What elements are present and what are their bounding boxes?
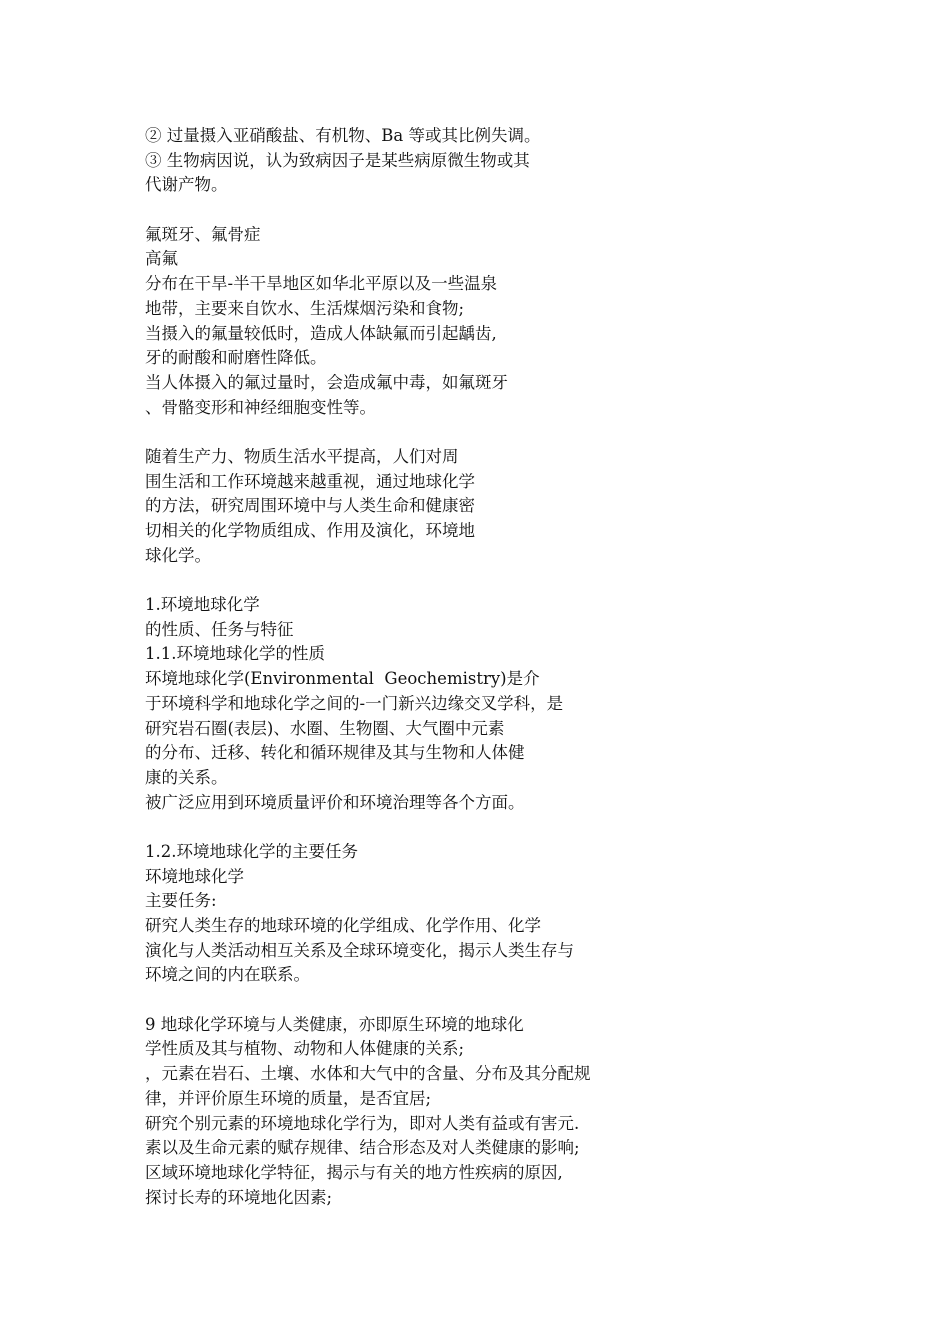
text-line: 主要任务: <box>145 891 217 911</box>
paragraph <box>145 124 845 198</box>
text-line: 切相关的化学物质组成、作用及演化，环境地 <box>145 521 475 540</box>
text-line: 1.环境地球化学 <box>145 595 260 615</box>
text-line: 高氟 <box>145 249 178 269</box>
paragraph-gap <box>145 815 845 840</box>
text-line: 素以及生命元素的赋存规律、结合形态及对人类健康的影响; <box>145 1138 580 1158</box>
text-line: 代谢产物。 <box>145 175 228 195</box>
text-line: 研究个别元素的环境地球化学行为，即对人类有益或有害元. <box>145 1113 580 1133</box>
paragraph <box>145 840 845 988</box>
paragraph <box>145 593 845 815</box>
text-line: 随着生产力、物质生活水平提高，人们对周 <box>145 446 459 466</box>
text-line: 当人体摄入的氟过量时，会造成氟中毒，如氟斑牙 <box>145 372 508 392</box>
paragraph <box>145 1013 845 1211</box>
text-line: 探讨长寿的环境地化因素; <box>145 1187 333 1207</box>
text-line: 9 地球化学环境与人类健康，亦即原生环境的地球化 <box>145 1014 524 1034</box>
text-line: 当摄入的氟量较低时，造成人体缺氟而引起龋齿, <box>145 323 497 343</box>
text-line: 分布在干旱-半干旱地区如华北平原以及一些温泉 <box>145 274 498 294</box>
text-line: 的分布、迁移、转化和循环规律及其与生物和人体健 <box>145 743 525 763</box>
text-line: ② 过量摄入亚硝酸盐、有机物、Ba 等或其比例失调。 <box>145 126 541 145</box>
text-line: ，元素在岩石、土壤、水体和大气中的含量、分布及其分配规 <box>145 1064 591 1084</box>
text-line: 的方法，研究周围环境中与人类生命和健康密 <box>145 496 475 516</box>
text-line: 1.1.环境地球化学的性质 <box>145 644 325 664</box>
text-line: 于环境科学和地球化学之间的-一门新兴边缘交叉学科，是 <box>145 693 564 713</box>
paragraph <box>145 223 845 421</box>
text-line: 环境地球化学 <box>145 866 244 886</box>
text-line: 、骨骼变形和神经细胞变性等。 <box>145 397 376 417</box>
text-line: 康的关系。 <box>145 767 228 787</box>
text-line: 研究岩石圈(表层)、水圈、生物圈、大气圈中元素 <box>145 718 505 738</box>
text-line: 被广泛应用到环境质量评价和环境治理等各个方面。 <box>145 792 525 812</box>
text-line: 研究人类生存的地球环境的化学组成、化学作用、化学 <box>145 916 541 935</box>
text-line: 的性质、任务与特征 <box>145 619 294 639</box>
text-line: 环境之间的内在联系。 <box>145 965 310 985</box>
paragraph-gap <box>145 420 845 445</box>
text-line: 氟斑牙、氟骨症 <box>145 224 261 244</box>
paragraph <box>145 445 845 568</box>
text-line: 牙的耐酸和耐磨性降低。 <box>145 348 327 368</box>
text-line: 地带，主要来自饮水、生活煤烟污染和食物; <box>145 298 465 318</box>
paragraph-gap <box>145 198 845 223</box>
paragraph-gap <box>145 568 845 593</box>
text-line: 围生活和工作环境越来越重视，通过地球化学 <box>145 471 475 491</box>
text-line: 学性质及其与植物、动物和人体健康的关系; <box>145 1039 465 1059</box>
text-line: ③ 生物病因说，认为致病因子是某些病原微生物或其 <box>145 150 530 170</box>
text-line: 1.2.环境地球化学的主要任务 <box>145 841 358 861</box>
text-line: 区域环境地球化学特征，揭示与有关的地方性疾病的原因, <box>145 1162 563 1182</box>
paragraph-gap <box>145 988 845 1013</box>
text-line: 演化与人类活动相互关系及全球环境变化，揭示人类生存与 <box>145 940 574 960</box>
text-line: 律，并评价原生环境的质量，是否宜居; <box>145 1088 432 1108</box>
text-line: 环境地球化学(Environmental Geochemistry)是介 <box>145 669 540 689</box>
document-body <box>145 124 845 1210</box>
text-line: 球化学。 <box>145 545 211 565</box>
